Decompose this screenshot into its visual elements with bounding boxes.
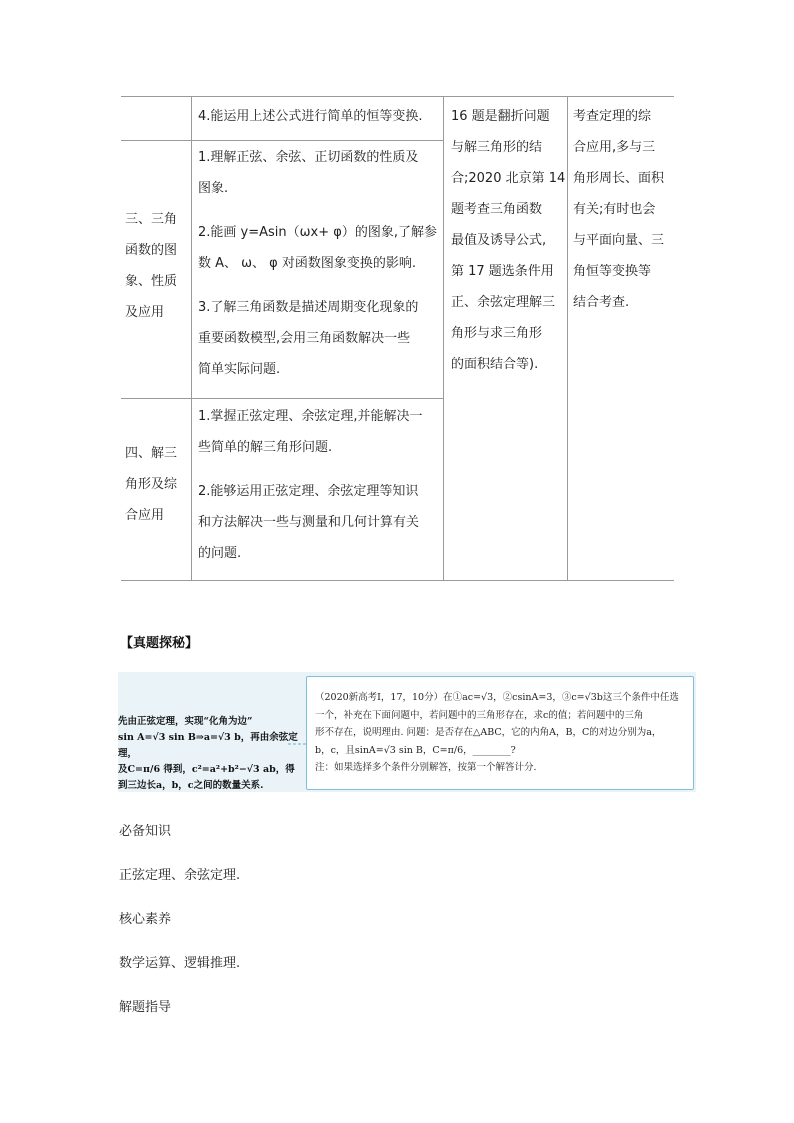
note-line: sin A=√3 sin B⇒a=√3 b，再由余弦定理， xyxy=(118,732,298,759)
cell-line: 函数的图 xyxy=(125,243,178,258)
text-core-literacy: 数学运算、逻辑推理. xyxy=(119,956,241,971)
cell-line: 考查定理的综 xyxy=(573,109,652,124)
cell-line: 题考查三角函数 xyxy=(451,202,543,217)
cell-line: 角形与求三角形 xyxy=(451,326,543,341)
problem-line: 一个，补充在下面问题中，若问题中的三角形存在，求c的值；若问题中的三角 xyxy=(315,709,644,721)
table-column-divider xyxy=(443,96,444,581)
cell-line: 1.掌握正弦定理、余弦定理,并能解决一 xyxy=(198,409,423,424)
cell-line: 及应用 xyxy=(125,305,165,320)
section-title: 【真题探秘】 xyxy=(120,636,199,651)
problem-text xyxy=(315,689,691,777)
cell-line: 第 17 题选条件用 xyxy=(451,264,554,279)
problem-line: 注：如果选择多个条件分别解答，按第一个解答计分. xyxy=(315,762,537,773)
table-border-top xyxy=(121,96,674,97)
problem-box xyxy=(306,676,694,790)
cell-line: 数 A、 ω、 φ 对函数图象变换的影响. xyxy=(198,256,417,271)
table-border-bottom xyxy=(121,580,674,581)
table-row-divider xyxy=(121,140,443,141)
cell-line: 结合考查. xyxy=(573,295,630,310)
problem-line: b，c，且sinA=√3 sin B，C=π/6，________? xyxy=(315,744,516,756)
problem-line: （2020新高考Ⅰ，17，10分）在①ac=√3，②csinA=3，③c=√3b这三个条件中任选 xyxy=(315,692,679,703)
cell-line: 3.了解三角函数是描述周期变化现象的 xyxy=(198,300,419,315)
cell-line: 角形周长、面积 xyxy=(573,171,665,186)
cell-line: 角恒等变换等 xyxy=(573,264,652,279)
table-cell xyxy=(198,401,423,569)
note-line: 到三边长a，b，c之间的数量关系. xyxy=(118,780,264,791)
cell-line: 2.能够运用正弦定理、余弦定理等知识 xyxy=(198,484,419,499)
cell-line: 与解三角形的结 xyxy=(451,140,543,155)
cell-line: 16 题是翻折问题 xyxy=(451,109,550,124)
cell-line: 的问题. xyxy=(198,546,242,561)
text-essential-knowledge: 正弦定理、余弦定理. xyxy=(119,868,241,883)
cell-line: 正、余弦定理解三 xyxy=(451,295,556,310)
table-row-divider xyxy=(121,398,443,399)
table-cell xyxy=(198,142,437,385)
cell-line: 三、三角 xyxy=(125,212,178,227)
cell-line: 重要函数模型,会用三角函数解决一些 xyxy=(198,331,411,346)
note-line: 先由正弦定理，实现“化角为边” xyxy=(118,716,253,727)
cell-line: 和方法解决一些与测量和几何计算有关 xyxy=(198,515,420,530)
problem-line: 形不存在，说明理由. 问题：是否存在△ABC，它的内角A，B，C的对边分别为a， xyxy=(315,727,662,738)
note-line: 及C=π/6 得到，c²=a²+b²−√3 ab，得 xyxy=(118,764,295,775)
cell-line: 2.能画 y=Asin（ωx+ φ）的图象,了解参 xyxy=(198,225,437,240)
table-row-header xyxy=(125,204,177,328)
table-column-divider xyxy=(567,96,568,581)
label-core-literacy: 核心素养 xyxy=(119,912,172,927)
table-row-header xyxy=(125,438,177,531)
cell-line: 简单实际问题. xyxy=(198,362,281,377)
cell-line: 的面积结合等). xyxy=(451,357,539,372)
cell-line: 有关;有时也会 xyxy=(573,202,656,217)
table-column-divider xyxy=(191,96,192,581)
label-solution-guide: 解题指导 xyxy=(119,1000,172,1015)
table-cell xyxy=(451,101,565,380)
cell-line: 合应用,多与三 xyxy=(573,140,656,155)
cell-line: 四、解三 xyxy=(125,446,178,461)
cell-line: 合;2020 北京第 14 xyxy=(451,171,566,186)
cell-line: 最值及诱导公式, xyxy=(451,233,547,248)
annotation-note xyxy=(118,714,304,794)
cell-line: 合应用 xyxy=(125,508,165,523)
cell-line: 与平面向量、三 xyxy=(573,233,665,248)
cell-line: 1.理解正弦、余弦、正切函数的性质及 xyxy=(198,150,419,165)
cell-line: 象、性质 xyxy=(125,274,178,289)
cell-line: 些简单的解三角形问题. xyxy=(198,440,333,455)
table-cell: 4.能运用上述公式进行简单的恒等变换. xyxy=(198,109,423,124)
cell-line: 图象. xyxy=(198,181,229,196)
cell-line: 角形及综 xyxy=(125,477,178,492)
label-essential-knowledge: 必备知识 xyxy=(119,824,172,839)
table-cell xyxy=(573,101,664,318)
